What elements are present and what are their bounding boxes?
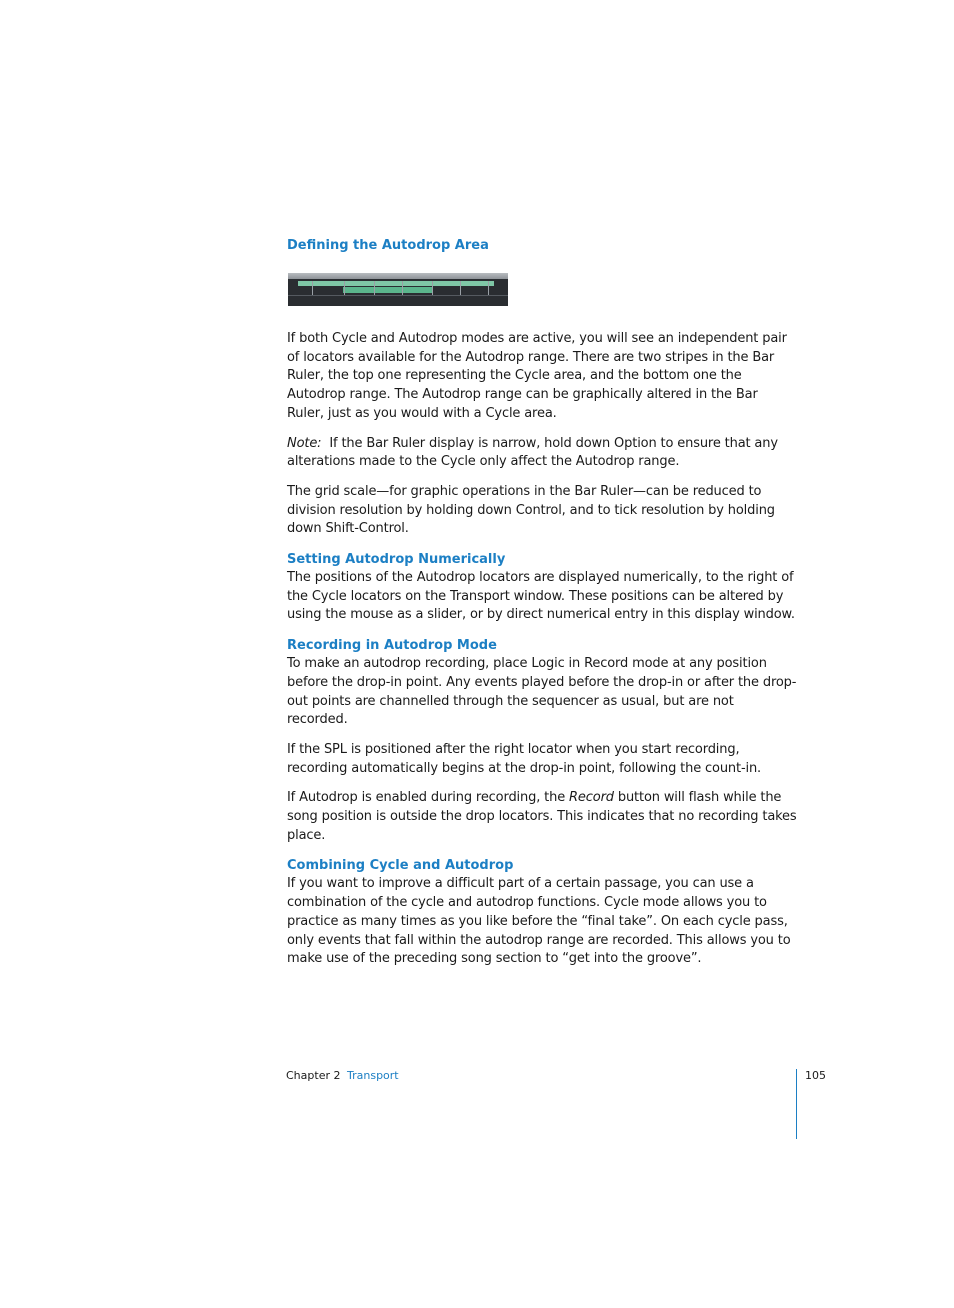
ruler-tick: [402, 281, 403, 295]
ruler-tick: [344, 281, 345, 295]
paragraph-record-flash: [287, 789, 797, 845]
record-button-term: Record: [569, 790, 614, 806]
heading-recording-autodrop-mode: Recording in Autodrop Mode: [287, 638, 497, 654]
paragraph-autodrop-locators: The positions of the Autodrop locators are displayed numerically, to the right of the Cycle locators on the Transport window. These positions can be altered by using the mouse as a slider, or by direct numerical entry in this display window.: [287, 570, 795, 623]
footer-section: Transport: [347, 1069, 399, 1082]
ruler-tick: [488, 281, 489, 295]
bar-ruler-image: [288, 273, 508, 306]
page-number: 105: [805, 1069, 826, 1082]
autodrop-range-stripe: [343, 287, 433, 293]
record-flash-text-b: button will flash while the song position is outside the drop locators. This indicates that no recording takes place.: [287, 790, 797, 843]
heading-defining-autodrop-area: Defining the Autodrop Area: [287, 238, 489, 253]
paragraph-note: [287, 435, 797, 472]
paragraph-spl-position: If the SPL is positioned after the right locator when you start recording, recording automatically begins at the drop-in point, following the count-in.: [287, 741, 762, 776]
ruler-tick: [312, 281, 313, 295]
ruler-tick: [432, 281, 433, 295]
paragraph-autodrop-recording: To make an autodrop recording, place Logic in Record mode at any position before the drop-in point. Any events played before the drop-in or after the drop-out points are channelled through the sequencer as usual, but are not recorded.: [287, 656, 797, 728]
footer-chapter: Chapter 2: [286, 1069, 341, 1082]
page-content: [287, 236, 797, 980]
ruler-tick: [460, 281, 461, 295]
paragraph-grid-scale: The grid scale—for graphic operations in the Bar Ruler—can be reduced to division resolution by holding down Control, and to tick resolution by holding down Shift-Control.: [287, 483, 775, 537]
heading-setting-autodrop-numerically: Setting Autodrop Numerically: [287, 552, 506, 568]
footer-rule: [796, 1069, 797, 1139]
note-text: If the Bar Ruler display is narrow, hold down Option to ensure that any alterations made to the Cycle only affect the Autodrop range.: [287, 435, 778, 470]
record-flash-text-a: If Autodrop is enabled during recording, the: [287, 790, 570, 806]
heading-combining-cycle-autodrop: Combining Cycle and Autodrop: [287, 858, 514, 874]
cycle-area-stripe: [298, 281, 494, 286]
paragraph-cycle-autodrop-modes: If both Cycle and Autodrop modes are active, you will see an independent pair of locators available for the Autodrop range. There are two stripes in the Bar Ruler, the top one representing the Cycle area, and the bottom one the Autodrop range. The Autodrop range can be graphically altered in the Bar Ruler, just as you would with a Cycle area.: [287, 331, 787, 421]
paragraph-combining: If you want to improve a difficult part of a certain passage, you can use a combination of the cycle and autodrop functions. Cycle mode allows you to practice as many times as you like before the “final take”. On each cycle pass, only events that fall within the autodrop range are recorded. This allows you to make use of the preceding song section to “get into the groove”.: [287, 876, 791, 967]
bar-ruler-divider: [288, 295, 508, 296]
ruler-tick: [374, 281, 375, 295]
note-label: Note:: [287, 435, 322, 451]
